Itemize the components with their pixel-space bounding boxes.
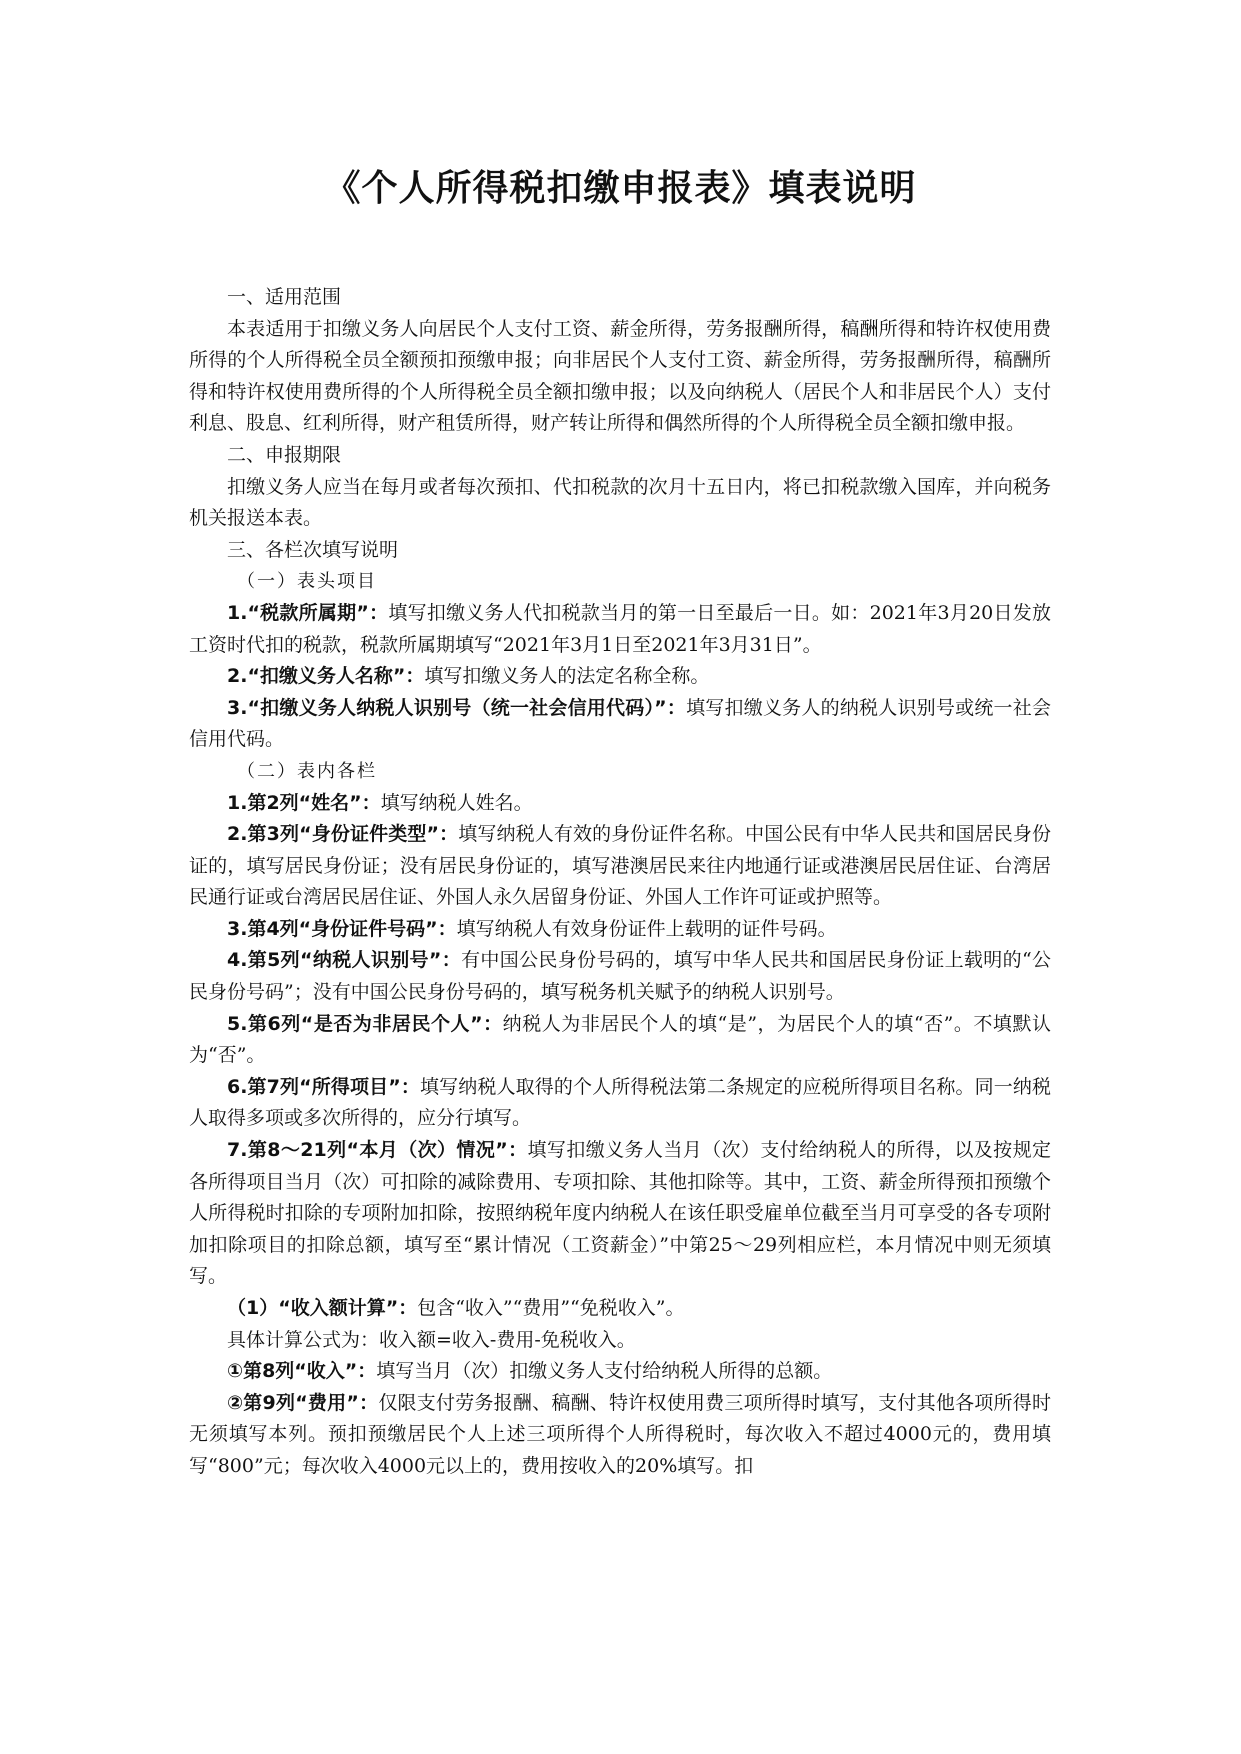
item-label: 4.第5列“纳税人识别号”：	[227, 949, 462, 972]
column-item	[189, 1009, 1051, 1072]
deadline-paragraph: 扣缴义务人应当在每月或者每次预扣、代扣税款的次月十五日内，将已扣税款缴入国库，并向税务机关报送本表。	[189, 475, 1051, 530]
column-item	[189, 788, 1051, 820]
item-label: ②第9列“费用”：	[227, 1391, 379, 1414]
section-heading-deadline: 二、申报期限	[227, 443, 342, 466]
item-text: 填写纳税人有效的身份证件名称。中国公民有中华人民共和国居民身份证的，填写居民身份证；没有居民身份证的，填写港澳居民来往内地通行证或港澳居民居住证、台湾居民通行证或台湾居民居住证、外国人永久居留身份证、外国人工作许可证或护照等。	[189, 823, 1051, 909]
item-text: 填写扣缴义务人代扣税款当月的第一日至最后一日。如：2021年3月20日发放工资时代扣的税款，税款所属期填写“2021年3月1日至2021年3月31日”。	[189, 601, 1051, 656]
income-calc-item	[189, 1293, 1051, 1325]
income-column-item	[189, 1356, 1051, 1388]
expense-column-item	[189, 1388, 1051, 1483]
column-item	[189, 914, 1051, 946]
section-heading-scope: 一、适用范围	[227, 286, 342, 308]
item-text: 填写扣缴义务人当月（次）支付给纳税人的所得，以及按规定各所得项目当月（次）可扣除的减除费用、专项扣除、其他扣除等。其中，工资、薪金所得预扣预缴个人所得税时扣除的专项附加扣除，按照纳税年度内纳税人在该任职受雇单位截至当月可享受的各专项附加扣除项目的扣除总额，填写至“累计情况（工资薪金）”中第25～29列相应栏，本月情况中则无须填写。	[189, 1139, 1051, 1288]
item-label: 3.第4列“身份证件号码”：	[227, 917, 457, 940]
document-title: 《个人所得税扣缴申报表》填表说明	[324, 167, 917, 209]
item-label: 2.“扣缴义务人名称”：	[227, 665, 425, 688]
item-text: 填写扣缴义务人的纳税人识别号或统一社会信用代码。	[189, 696, 1051, 751]
item-text: 有中国公民身份号码的，填写中华人民共和国居民身份证上载明的“公民身份号码”；没有中国公民身份号码的，填写税务机关赋予的纳税人识别号。	[189, 949, 1051, 1004]
item-text: 填写纳税人姓名。	[380, 791, 533, 814]
header-item	[189, 661, 1051, 693]
item-label: 5.第6列“是否为非居民个人”：	[227, 1012, 503, 1035]
item-label: 6.第7列“所得项目”：	[227, 1075, 421, 1098]
item-label: 2.第3列“身份证件类型”：	[227, 823, 459, 846]
item-label: 1.第2列“姓名”：	[227, 791, 381, 814]
header-item	[189, 693, 1051, 756]
item-text: 填写纳税人有效身份证件上载明的证件号码。	[456, 917, 837, 940]
income-formula: 具体计算公式为：收入额=收入-费用-免税收入。	[227, 1328, 636, 1351]
header-item	[189, 598, 1051, 661]
column-item	[189, 1072, 1051, 1135]
item-text: 填写当月（次）扣缴义务人支付给纳税人所得的总额。	[376, 1360, 833, 1383]
item-text: 纳税人为非居民个人的填“是”，为居民个人的填“否”。不填默认为“否”。	[189, 1012, 1051, 1067]
scope-paragraph: 本表适用于扣缴义务人向居民个人支付工资、薪金所得，劳务报酬所得，稿酬所得和特许权使用费所得的个人所得税全员全额预扣预缴申报；向非居民个人支付工资、薪金所得，劳务报酬所得，稿酬所得和特许权使用费所得的个人所得税全员全额扣缴申报；以及向纳税人（居民个人和非居民个人）支付利息、股息、红利所得，财产租赁所得，财产转让所得和偶然所得的个人所得税全员全额扣缴申报。	[189, 317, 1051, 435]
column-item	[189, 945, 1051, 1008]
item-text: 仅限支付劳务报酬、稿酬、特许权使用费三项所得时填写，支付其他各项所得时无须填写本列。预扣预缴居民个人上述三项所得个人所得税时，每次收入不超过4000元的，费用填写“800”元；每次收入4000元以上的，费用按收入的20%填写。扣	[189, 1391, 1051, 1477]
item-text: 填写扣缴义务人的法定名称全称。	[424, 665, 710, 688]
item-text: 包含“收入”“费用”“免税收入”。	[417, 1297, 685, 1319]
item-label: 1.“税款所属期”：	[227, 601, 389, 624]
subheading-table-columns: （二）表内各栏	[237, 760, 377, 782]
section-heading-instructions: 三、各栏次填写说明	[227, 538, 399, 561]
subheading-header-items: （一）表头项目	[237, 571, 377, 593]
item-label: （1）“收入额计算”：	[227, 1297, 418, 1319]
column-item	[189, 819, 1051, 914]
item-text: 填写纳税人取得的个人所得税法第二条规定的应税所得项目名称。同一纳税人取得多项或多次所得的，应分行填写。	[189, 1075, 1051, 1130]
document-body	[189, 282, 1051, 1483]
item-label: 3.“扣缴义务人纳税人识别号（统一社会信用代码）”：	[227, 696, 687, 719]
item-label: 7.第8～21列“本月（次）情况”：	[227, 1139, 528, 1162]
column-item	[189, 1135, 1051, 1293]
item-label: ①第8列“收入”：	[227, 1360, 377, 1383]
